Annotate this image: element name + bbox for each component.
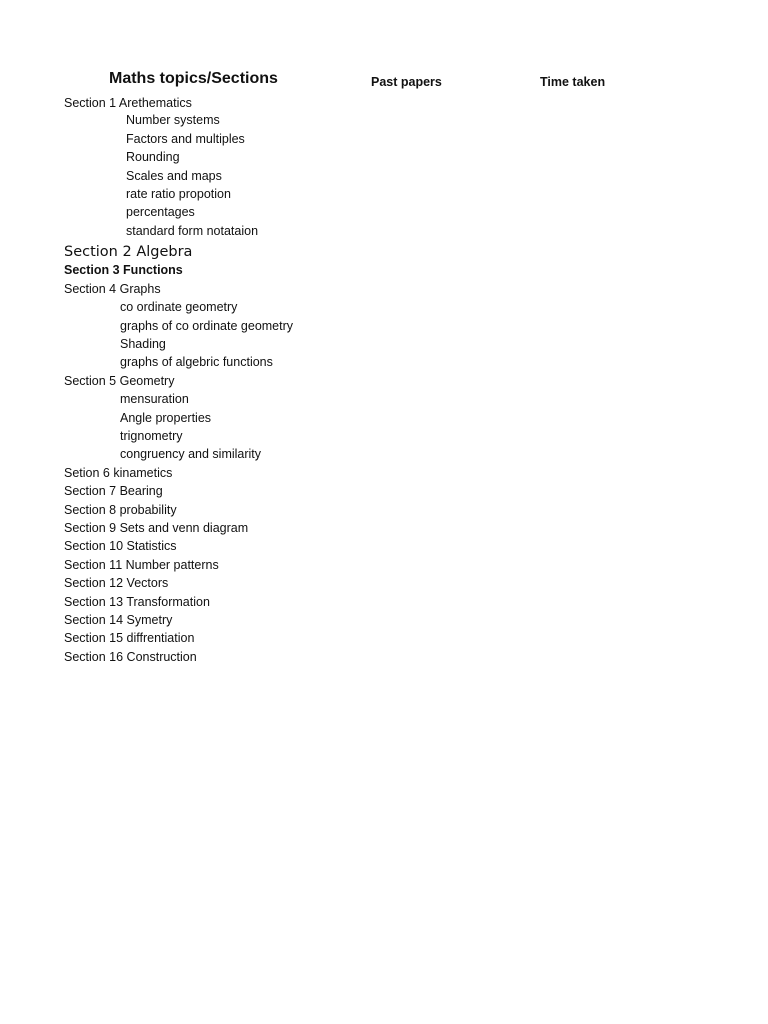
subtopic-item: graphs of co ordinate geometry	[120, 319, 294, 333]
section-6-label: Setion 6 kinametics	[64, 466, 173, 480]
subtopic-item: congruency and similarity	[120, 447, 262, 461]
subtopic-item: mensuration	[120, 392, 189, 406]
section-3-label: Section 3 Functions	[64, 263, 183, 277]
subtopic-item: trignometry	[120, 429, 183, 443]
section-12-label: Section 12 Vectors	[64, 576, 169, 590]
time-taken-heading: Time taken	[540, 75, 606, 89]
section-10-label: Section 10 Statistics	[64, 539, 177, 553]
past-papers-heading: Past papers	[371, 75, 442, 89]
subtopic-item: Factors and multiples	[126, 132, 245, 146]
subtopic-item: Number systems	[126, 113, 220, 127]
section-13-label: Section 13 Transformation	[64, 595, 210, 609]
section-5-label: Section 5 Geometry	[64, 374, 175, 388]
subtopic-item: standard form notataion	[126, 224, 259, 238]
subtopic-item: Angle properties	[120, 411, 212, 425]
section-9-label: Section 9 Sets and venn diagram	[64, 521, 249, 535]
subtopic-item: graphs of algebric functions	[120, 355, 273, 369]
subtopic-item: rate ratio propotion	[126, 187, 231, 201]
subtopic-item: Rounding	[126, 150, 180, 164]
section-7-label: Section 7 Bearing	[64, 484, 163, 498]
section-8-label: Section 8 probability	[64, 503, 177, 517]
section-14-label: Section 14 Symetry	[64, 613, 173, 627]
subtopic-item: Scales and maps	[126, 169, 222, 183]
subtopic-item: co ordinate geometry	[120, 300, 238, 314]
section-11-label: Section 11 Number patterns	[64, 558, 219, 572]
section-2-label: Section 2 Algebra	[64, 244, 193, 260]
topics-heading: Maths topics/Sections	[109, 70, 278, 87]
subtopic-item: Shading	[120, 337, 166, 351]
section-16-label: Section 16 Construction	[64, 650, 197, 664]
section-4-label: Section 4 Graphs	[64, 282, 161, 296]
section-15-label: Section 15 diffrentiation	[64, 631, 195, 645]
subtopic-item: percentages	[126, 205, 195, 219]
section-1-label: Section 1 Arethematics	[64, 96, 192, 110]
